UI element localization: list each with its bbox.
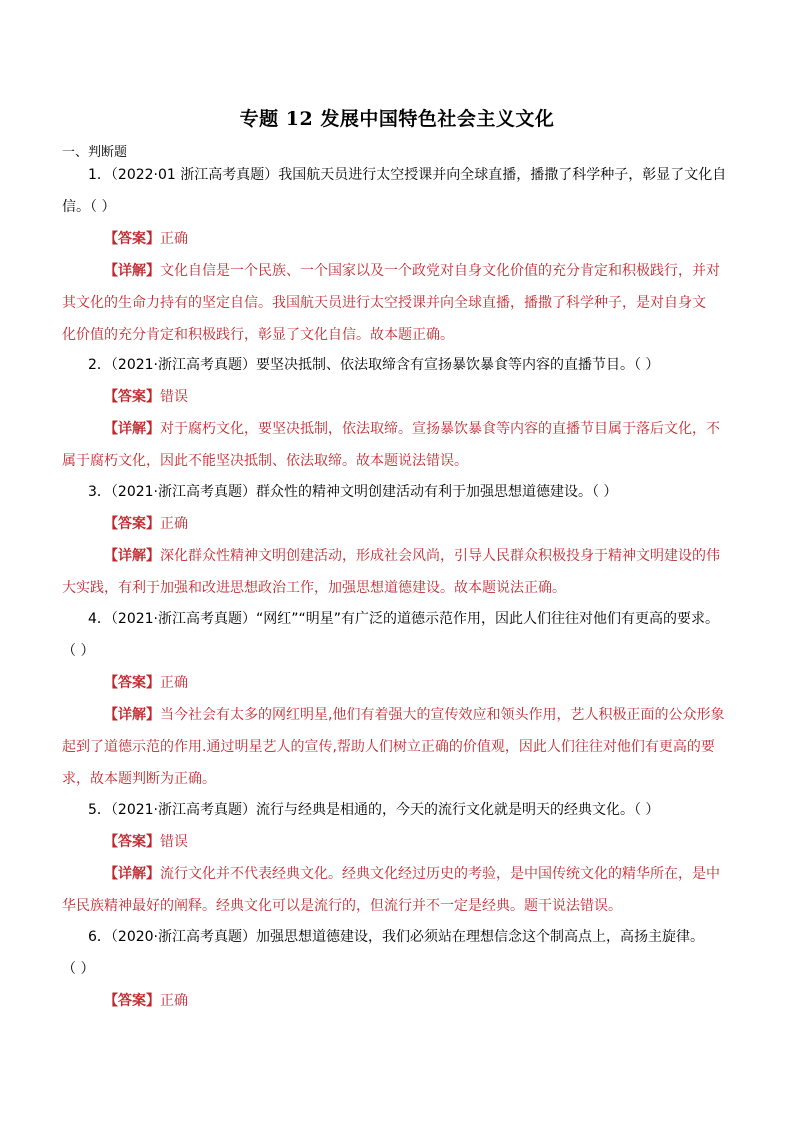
question-text: （ ） [62,961,95,977]
answer-line [104,832,188,852]
answer-tag: 【答案】 [104,834,160,850]
detail-text: 流行文化并不代表经典文化。经典文化经过历史的考验，是中国传统文化的精华所在，是中 [160,866,720,882]
answer-line [104,229,188,249]
detail-tag: 【详解】 [104,866,160,882]
question-text: 信。（ ） [62,199,116,215]
question-text: 3．（2021·浙江高考真题）群众性的精神文明创建活动有利于加强思想道德建设。（ ） [88,484,618,500]
answer-value: 错误 [160,389,188,405]
question-text: 2．（2021·浙江高考真题）要坚决抵制、依法取缔含有宣扬暴饮暴食等内容的直播节目。（ ） [88,357,660,373]
question-text: 5．（2021·浙江高考真题）流行与经典是相通的，今天的流行文化就是明天的经典文化。（ ） [88,802,660,818]
detail-text: 化价值的充分肯定和积极践行，彰显了文化自信。故本题正确。 [62,327,454,343]
answer-tag: 【答案】 [104,675,160,691]
detail-line [104,705,724,725]
question-text: 1．（2022·01 浙江高考真题）我国航天员进行太空授课并向全球直播，播撒了科学种子，彰显了文化自 [88,167,727,183]
detail-text: 深化群众性精神文明创建活动，形成社会风尚，引导人民群众积极投身于精神文明建设的伟 [160,548,720,564]
answer-tag: 【答案】 [104,516,160,532]
detail-line [104,546,720,566]
detail-text: 起到了道德示范的作用.通过明星艺人的宣传,帮助人们树立正确的价值观，因此人们往往对他们有更高的要 [62,739,715,755]
question-text: （ ） [62,643,95,659]
detail-tag: 【详解】 [104,548,160,564]
answer-tag: 【答案】 [104,231,160,247]
answer-tag: 【答案】 [104,993,160,1009]
detail-tag: 【详解】 [104,421,160,437]
detail-text: 华民族精神最好的阐释。经典文化可以是流行的，但流行并不一定是经典。题干说法错误。 [62,898,622,914]
detail-tag: 【详解】 [104,707,160,723]
question-text: 4．（2021·浙江高考真题）“网红”“明星”有广泛的道德示范作用，因此人们往往对他们有更高的要求。 [88,611,719,627]
answer-value: 正确 [160,993,188,1009]
detail-text: 当今社会有太多的网红明星,他们有着强大的宣传效应和领头作用，艺人积极正面的公众形象 [160,707,725,723]
detail-text: 文化自信是一个民族、一个国家以及一个政党对自身文化价值的充分肯定和积极践行，并对 [160,263,720,279]
page-title: 专题 12 发展中国特色社会主义文化 [239,108,555,130]
answer-tag: 【答案】 [104,389,160,405]
detail-line [104,261,720,281]
answer-value: 错误 [160,834,188,850]
section-heading: 一、判断题 [62,145,128,160]
answer-line [104,991,188,1011]
answer-value: 正确 [160,675,188,691]
detail-text: 其文化的生命力持有的坚定自信。我国航天员进行太空授课并向全球直播，播撒了科学种子，是对自身文 [62,295,706,311]
answer-line [104,514,188,534]
answer-line [104,387,188,407]
answer-value: 正确 [160,516,188,532]
detail-text: 大实践，有利于加强和改进思想政治工作，加强思想道德建设。故本题说法正确。 [62,580,566,596]
detail-text: 属于腐朽文化，因此不能坚决抵制、依法取缔。故本题说法错误。 [62,453,468,469]
detail-line [104,864,720,884]
answer-value: 正确 [160,231,188,247]
question-text: 6．（2020·浙江高考真题）加强思想道德建设，我们必须站在理想信念这个制高点上，高扬主旋律。 [88,929,704,945]
detail-line [104,419,720,439]
detail-tag: 【详解】 [104,263,160,279]
answer-line [104,673,188,693]
detail-text: 求，故本题判断为正确。 [62,771,216,787]
detail-text: 对于腐朽文化，要坚决抵制，依法取缔。宣扬暴饮暴食等内容的直播节目属于落后文化，不 [160,421,720,437]
